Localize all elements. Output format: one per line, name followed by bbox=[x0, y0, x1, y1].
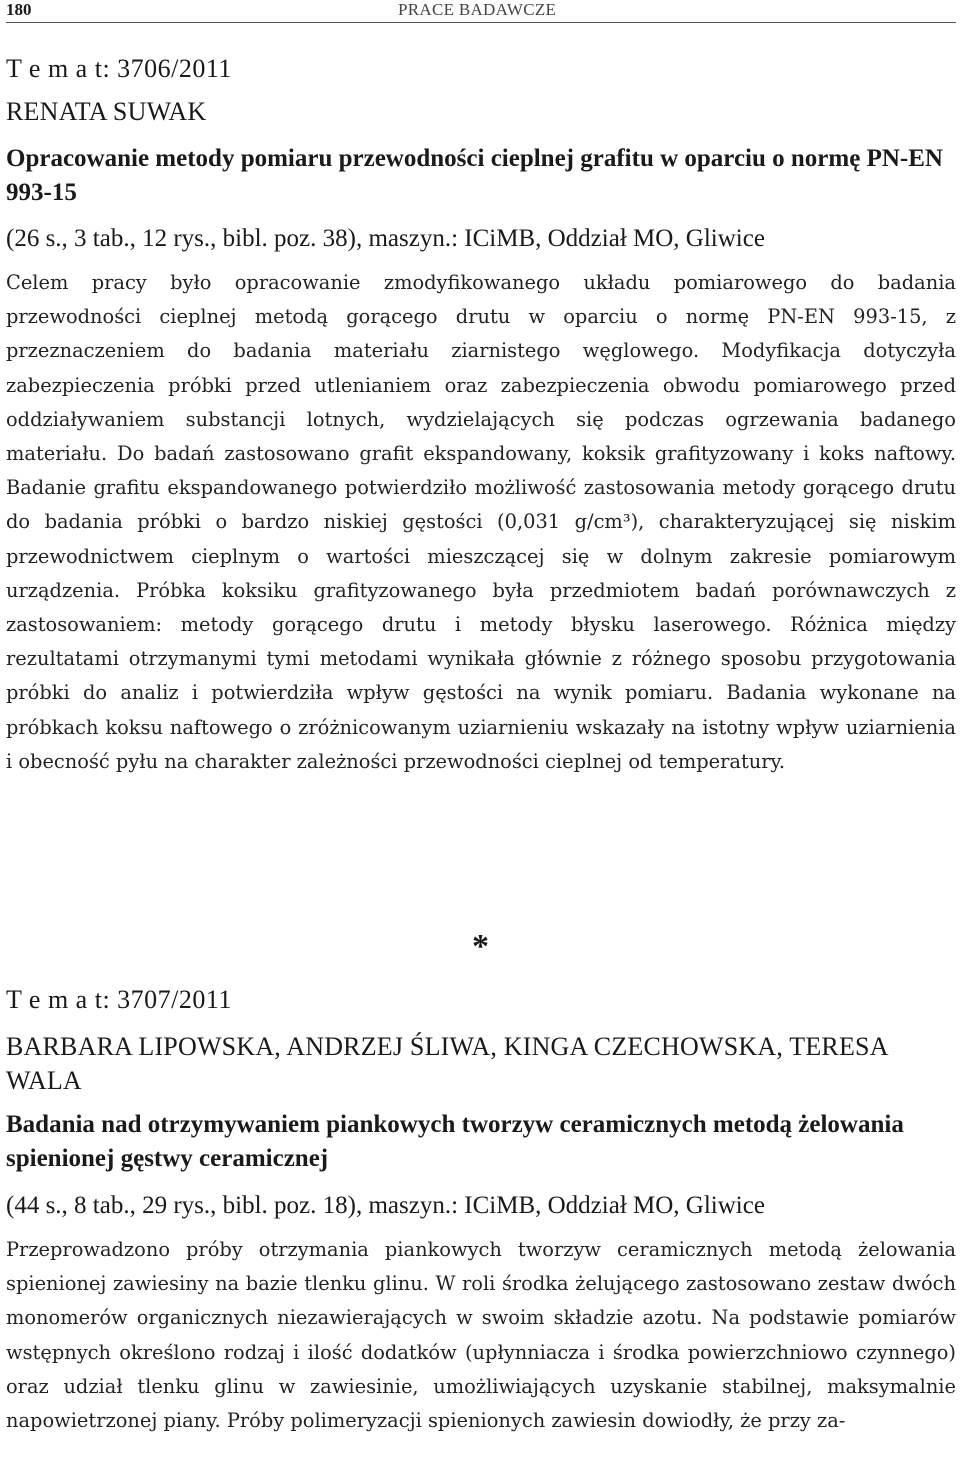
entry-2-title: Badania nad otrzymywaniem piankowych tworzyw ceramicznych metodą żelowania spienionej gęstwy ceramicznej bbox=[6, 1111, 904, 1172]
entry-2-abstract: Przeprowadzono próby otrzymania piankowych tworzyw ceramicznych metodą żelowania spienionej zawiesiny na bazie tlenku glinu. W roli środka żelującego zastosowano zestaw dwóch monomerów organicznych niezawierających w swoim składzie azotu. Na podstawie pomiarów wstępnych określono rodzaj i ilość dodatków (upłynniacza i środka powierzchniowo czynnego) oraz udział tlenku glinu w zawiesinie, umożliwiających uzyskanie stabilnej, maksymalnie napowietrzonej piany. Próby polimeryzacji spienionych zawiesin dowiodły, że przy za- bbox=[6, 1238, 956, 1433]
page-header bbox=[6, 0, 956, 23]
entry-1-meta: (26 s., 3 tab., 12 rys., bibl. poz. 38), maszyn.: ICiMB, Oddział MO, Gliwice bbox=[6, 225, 765, 252]
entry-1-temat: T e m a t: 3706/2011 bbox=[6, 54, 232, 83]
entry-1-abstract: Celem pracy było opracowanie zmodyfikowanego układu pomiarowego do badania przewodności cieplnej metodą gorącego drutu w oparciu o normę PN-EN 993-15, z przeznaczeniem do badania materiału ziarnistego węglowego. Modyfikacja dotyczyła zabezpieczenia próbki przed utlenianiem oraz zabezpieczenia obwodu pomiarowego przed oddziaływaniem substancji lotnych, wydzielających się podczas ogrzewania badanego materiału. Do badań zastosowano grafit ekspandowany, koksik grafityzowany i koks naftowy. Badanie grafitu ekspandowanego potwierdziło możliwość zastosowania metody gorącego drutu do badania próbki o bardzo niskiej gęstości (0,031 g/cm³), charakteryzującej się niskim przewodnictwem cieplnym o wartości mieszczącej się w dolnym zakresie pomiarowym urządzenia. Próbka koksiku grafityzowanego była przedmiotem badań porównawczych z zastosowaniem: metody gorącego drutu i metody błysku laserowego. Różnica między rezultatami otrzymanymi tymi metodami wynikała głównie z różnego sposobu przygotowania próbki do analiz i potwierdziła wpływ gęstości na wynik pomiaru. Badania wykonane na próbkach koksu naftowego o zróżnicowanym uziarnieniu wskazały na istotny wpływ uziarnienia i obecność pyłu na charakter zależności przewodności cieplnej od temperatury. bbox=[6, 271, 956, 773]
entry-1-authors: RENATA SUWAK bbox=[6, 97, 207, 126]
entry-2-authors: BARBARA LIPOWSKA, ANDRZEJ ŚLIWA, KINGA CZECHOWSKA, TERESA WALA bbox=[6, 1032, 888, 1095]
section-separator: * bbox=[472, 928, 489, 965]
entry-2-meta: (44 s., 8 tab., 29 rys., bibl. poz. 18), maszyn.: ICiMB, Oddział MO, Gliwice bbox=[6, 1192, 765, 1219]
page-number: 180 bbox=[6, 0, 32, 19]
entry-2-temat: T e m a t: 3707/2011 bbox=[6, 985, 232, 1014]
entry-1-title: Opracowanie metody pomiaru przewodności cieplnej grafitu w oparciu o normę PN-EN 993-15 bbox=[6, 145, 943, 206]
running-head: PRACE BADAWCZE bbox=[398, 0, 557, 19]
